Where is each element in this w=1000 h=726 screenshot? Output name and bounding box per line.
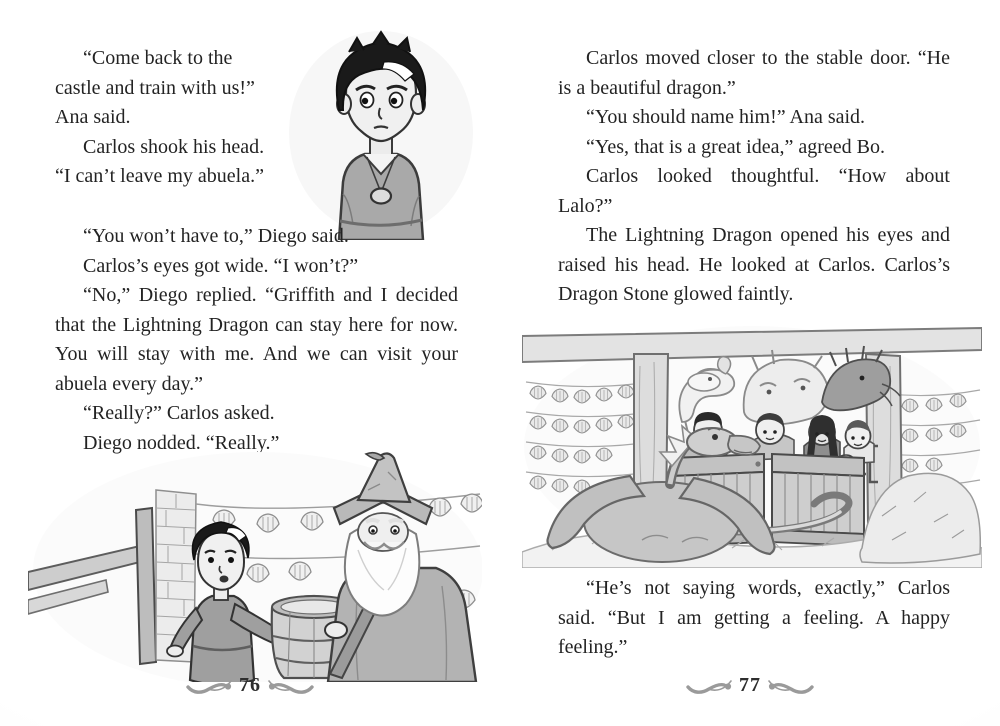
wizard-hand [325, 622, 347, 638]
flourish-left-icon [186, 677, 232, 695]
paragraph: Carlos looked thoughtful. “How about Lalo?” [558, 165, 950, 217]
left-text-wrap-column [55, 44, 281, 192]
left-text-main-column [55, 222, 458, 458]
page-number: 77 [739, 674, 761, 696]
paragraph: “No,” Diego replied. “Griffith and I decided that the Lightning Dragon can stay here for now. You will stay with me. And we can visit your abuela every day.” [55, 284, 458, 395]
right-text-bottom-column [558, 574, 950, 663]
smiling-mouth [220, 576, 229, 583]
carlos-diego-barrel-illustration [28, 450, 482, 682]
page-right [500, 0, 1000, 726]
wood-post [136, 508, 156, 664]
right-text-top-column [558, 44, 950, 310]
paragraph: Carlos shook his head. “I can’t leave my abuela.” [55, 135, 265, 187]
paragraph: “He’s not saying words, exactly,” Carlos said. “But I am getting a feeling. A happy feeling.” [558, 577, 950, 658]
paragraph: “Yes, that is a great idea,” agreed Bo. [586, 135, 885, 158]
hat-tip [366, 453, 384, 460]
paragraph: Carlos’s eyes got wide. “I won’t?” [83, 254, 359, 277]
paragraph: Carlos moved closer to the stable door. “He is a beautiful dragon.” [558, 47, 950, 99]
paragraph: Diego nodded. “Really.” [83, 431, 280, 454]
dragon-stone-pendant [371, 189, 391, 204]
page-number-right [500, 674, 1000, 697]
paragraph: “Come back to the castle and train with us!” Ana said. [55, 47, 255, 128]
flourish-right-icon [268, 677, 314, 695]
paragraph: “Really?” Carlos asked. [83, 402, 275, 424]
carlos-portrait-illustration [283, 18, 475, 240]
eye [712, 434, 718, 440]
paragraph: “You should name him!” Ana said. [586, 106, 866, 128]
page-number: 76 [239, 674, 261, 696]
dragon-stable-illustration [522, 326, 982, 568]
flourish-left-icon [686, 677, 732, 695]
paragraph: “You won’t have to,” Diego said. [83, 225, 349, 247]
paragraph: The Lightning Dragon opened his eyes and raised his head. He looked at Carlos. Carlos’s Dragon Stone glowed faintly. [558, 224, 950, 305]
flourish-right-icon [768, 677, 814, 695]
page-number-left [0, 674, 500, 697]
